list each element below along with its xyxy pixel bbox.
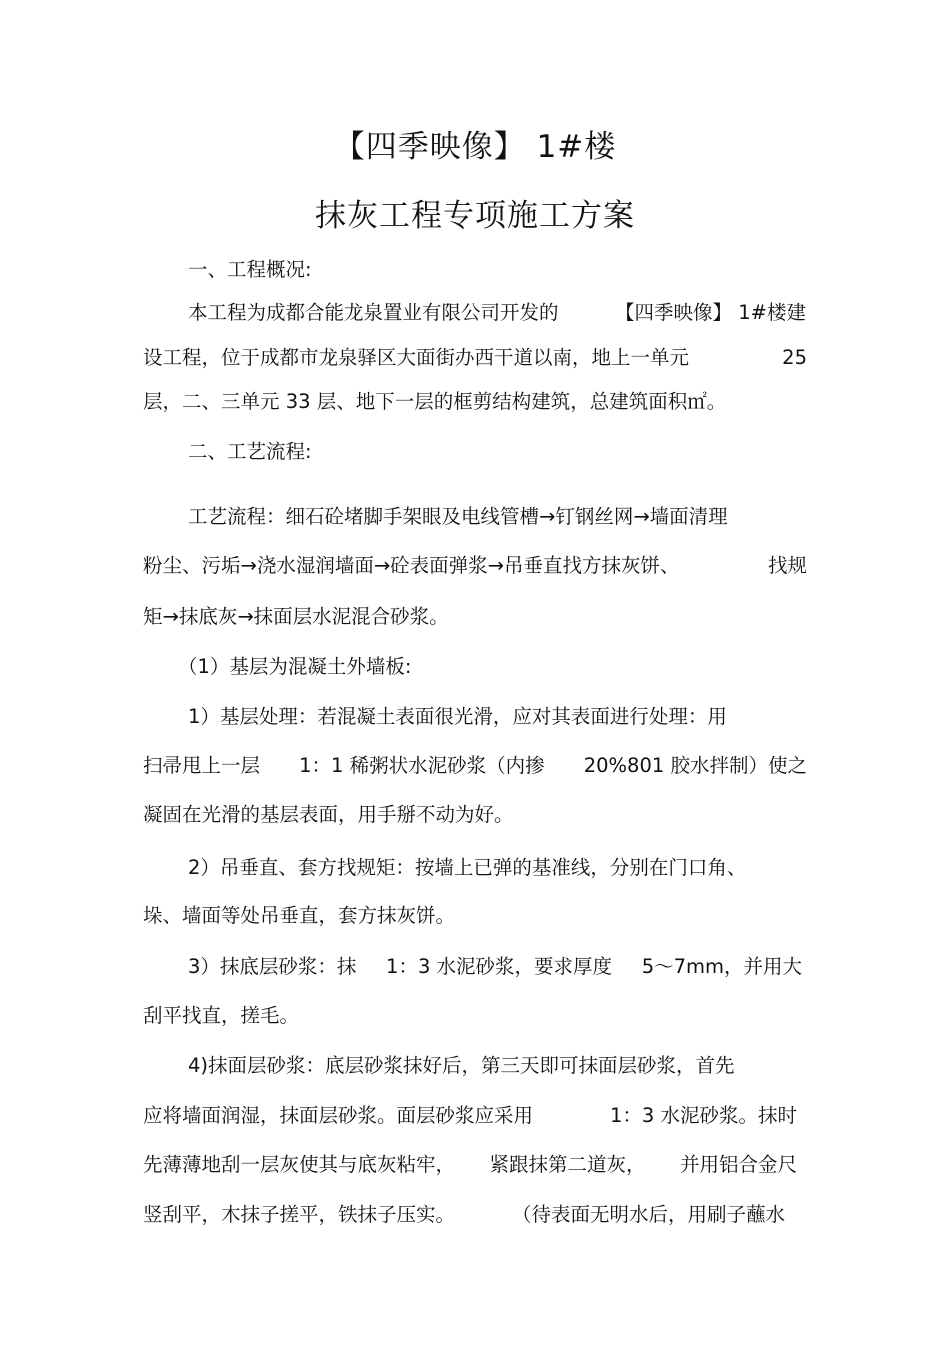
paragraph-line (188, 855, 746, 881)
text-segment: （待表面无明水后，用刷子蘸水 (511, 1203, 785, 1226)
text-segment: 【四季映像】 1#楼建 (615, 301, 806, 324)
paragraph-line (188, 704, 727, 730)
text-segment: 25 (782, 346, 807, 369)
text-segment: 工艺流程：细石砼堵脚手架眼及电线管槽→钉钢丝网→墙面清理 (188, 505, 728, 528)
text-segment: 垛、墙面等处吊垂直，套方抹灰饼。 (143, 904, 456, 927)
subsection-heading: （1）基层为混凝土外墙板: (178, 655, 412, 678)
document-title-line1: 【四季映像】 1#楼 (333, 129, 617, 165)
paragraph-line (143, 1003, 299, 1029)
text-segment: 3）抹底层砂浆：抹 (188, 955, 357, 978)
text-segment: 2）吊垂直、套方找规矩：按墙上已弹的基准线，分别在门口角、 (188, 856, 747, 879)
text-segment: 扫帚甩上一层 (143, 754, 261, 777)
text-segment: 20%801 胶水拌制）使之 (583, 754, 807, 777)
paragraph-line (143, 753, 807, 779)
text-segment: 4)抹面层砂浆：底层砂浆抹好后，第三天即可抹面层砂浆，首先 (188, 1054, 735, 1077)
text-segment: 先薄薄地刮一层灰使其与底灰粘牢， (143, 1153, 456, 1176)
paragraph-line (188, 300, 806, 326)
text-segment: 5～7mm，并用大 (641, 955, 802, 978)
paragraph-line (188, 954, 802, 980)
paragraph-line (188, 504, 728, 530)
text-segment: 矩→抹底灰→抹面层水泥混合砂浆。 (143, 605, 449, 628)
text-segment: 1：3 水泥砂浆，要求厚度 (386, 955, 613, 978)
text-segment: 1）基层处理：若混凝土表面很光滑，应对其表面进行处理：用 (188, 705, 727, 728)
text-segment: 本工程为成都合能龙泉置业有限公司开发的 (188, 301, 559, 324)
section-heading-process: 二、工艺流程: (188, 440, 312, 463)
paragraph-line (143, 1202, 785, 1228)
section-heading-overview: 一、工程概况: (188, 258, 312, 281)
paragraph-line (143, 1152, 797, 1178)
text-segment: 并用铝合金尺 (679, 1153, 797, 1176)
text-segment: 1：3 水泥砂浆。抹时 (609, 1104, 797, 1127)
text-segment: 找规 (767, 554, 807, 577)
document-title-line2: 抹灰工程专项施工方案 (315, 198, 635, 234)
text-segment: 竖刮平，木抹子搓平，铁抹子压实。 (143, 1203, 456, 1226)
text-segment: 紧跟抹第二道灰， (489, 1153, 646, 1176)
text-segment: 层，二、三单元 33 层、地下一层的框剪结构建筑，总建筑面积㎡。 (143, 390, 727, 413)
text-segment: 设工程，位于成都市龙泉驿区大面街办西干道以南，地上一单元 (143, 346, 690, 369)
paragraph-line (143, 903, 455, 929)
paragraph-line (143, 1103, 797, 1129)
paragraph-line (143, 553, 807, 579)
text-segment: 1：1 稀粥状水泥砂浆（内掺 (299, 754, 545, 777)
paragraph-line (188, 1053, 735, 1079)
text-segment: 刮平找直，搓毛。 (143, 1004, 300, 1027)
text-segment: 粉尘、污垢→浇水湿润墙面→砼表面弹浆→吊垂直找方抹灰饼、 (143, 554, 680, 577)
paragraph-line (143, 604, 449, 630)
text-segment: 应将墙面润湿，抹面层砂浆。面层砂浆应采用 (143, 1104, 534, 1127)
text-segment: 凝固在光滑的基层表面，用手掰不动为好。 (143, 803, 514, 826)
paragraph-line (143, 389, 726, 415)
paragraph-line (143, 345, 807, 371)
paragraph-line (143, 802, 514, 828)
